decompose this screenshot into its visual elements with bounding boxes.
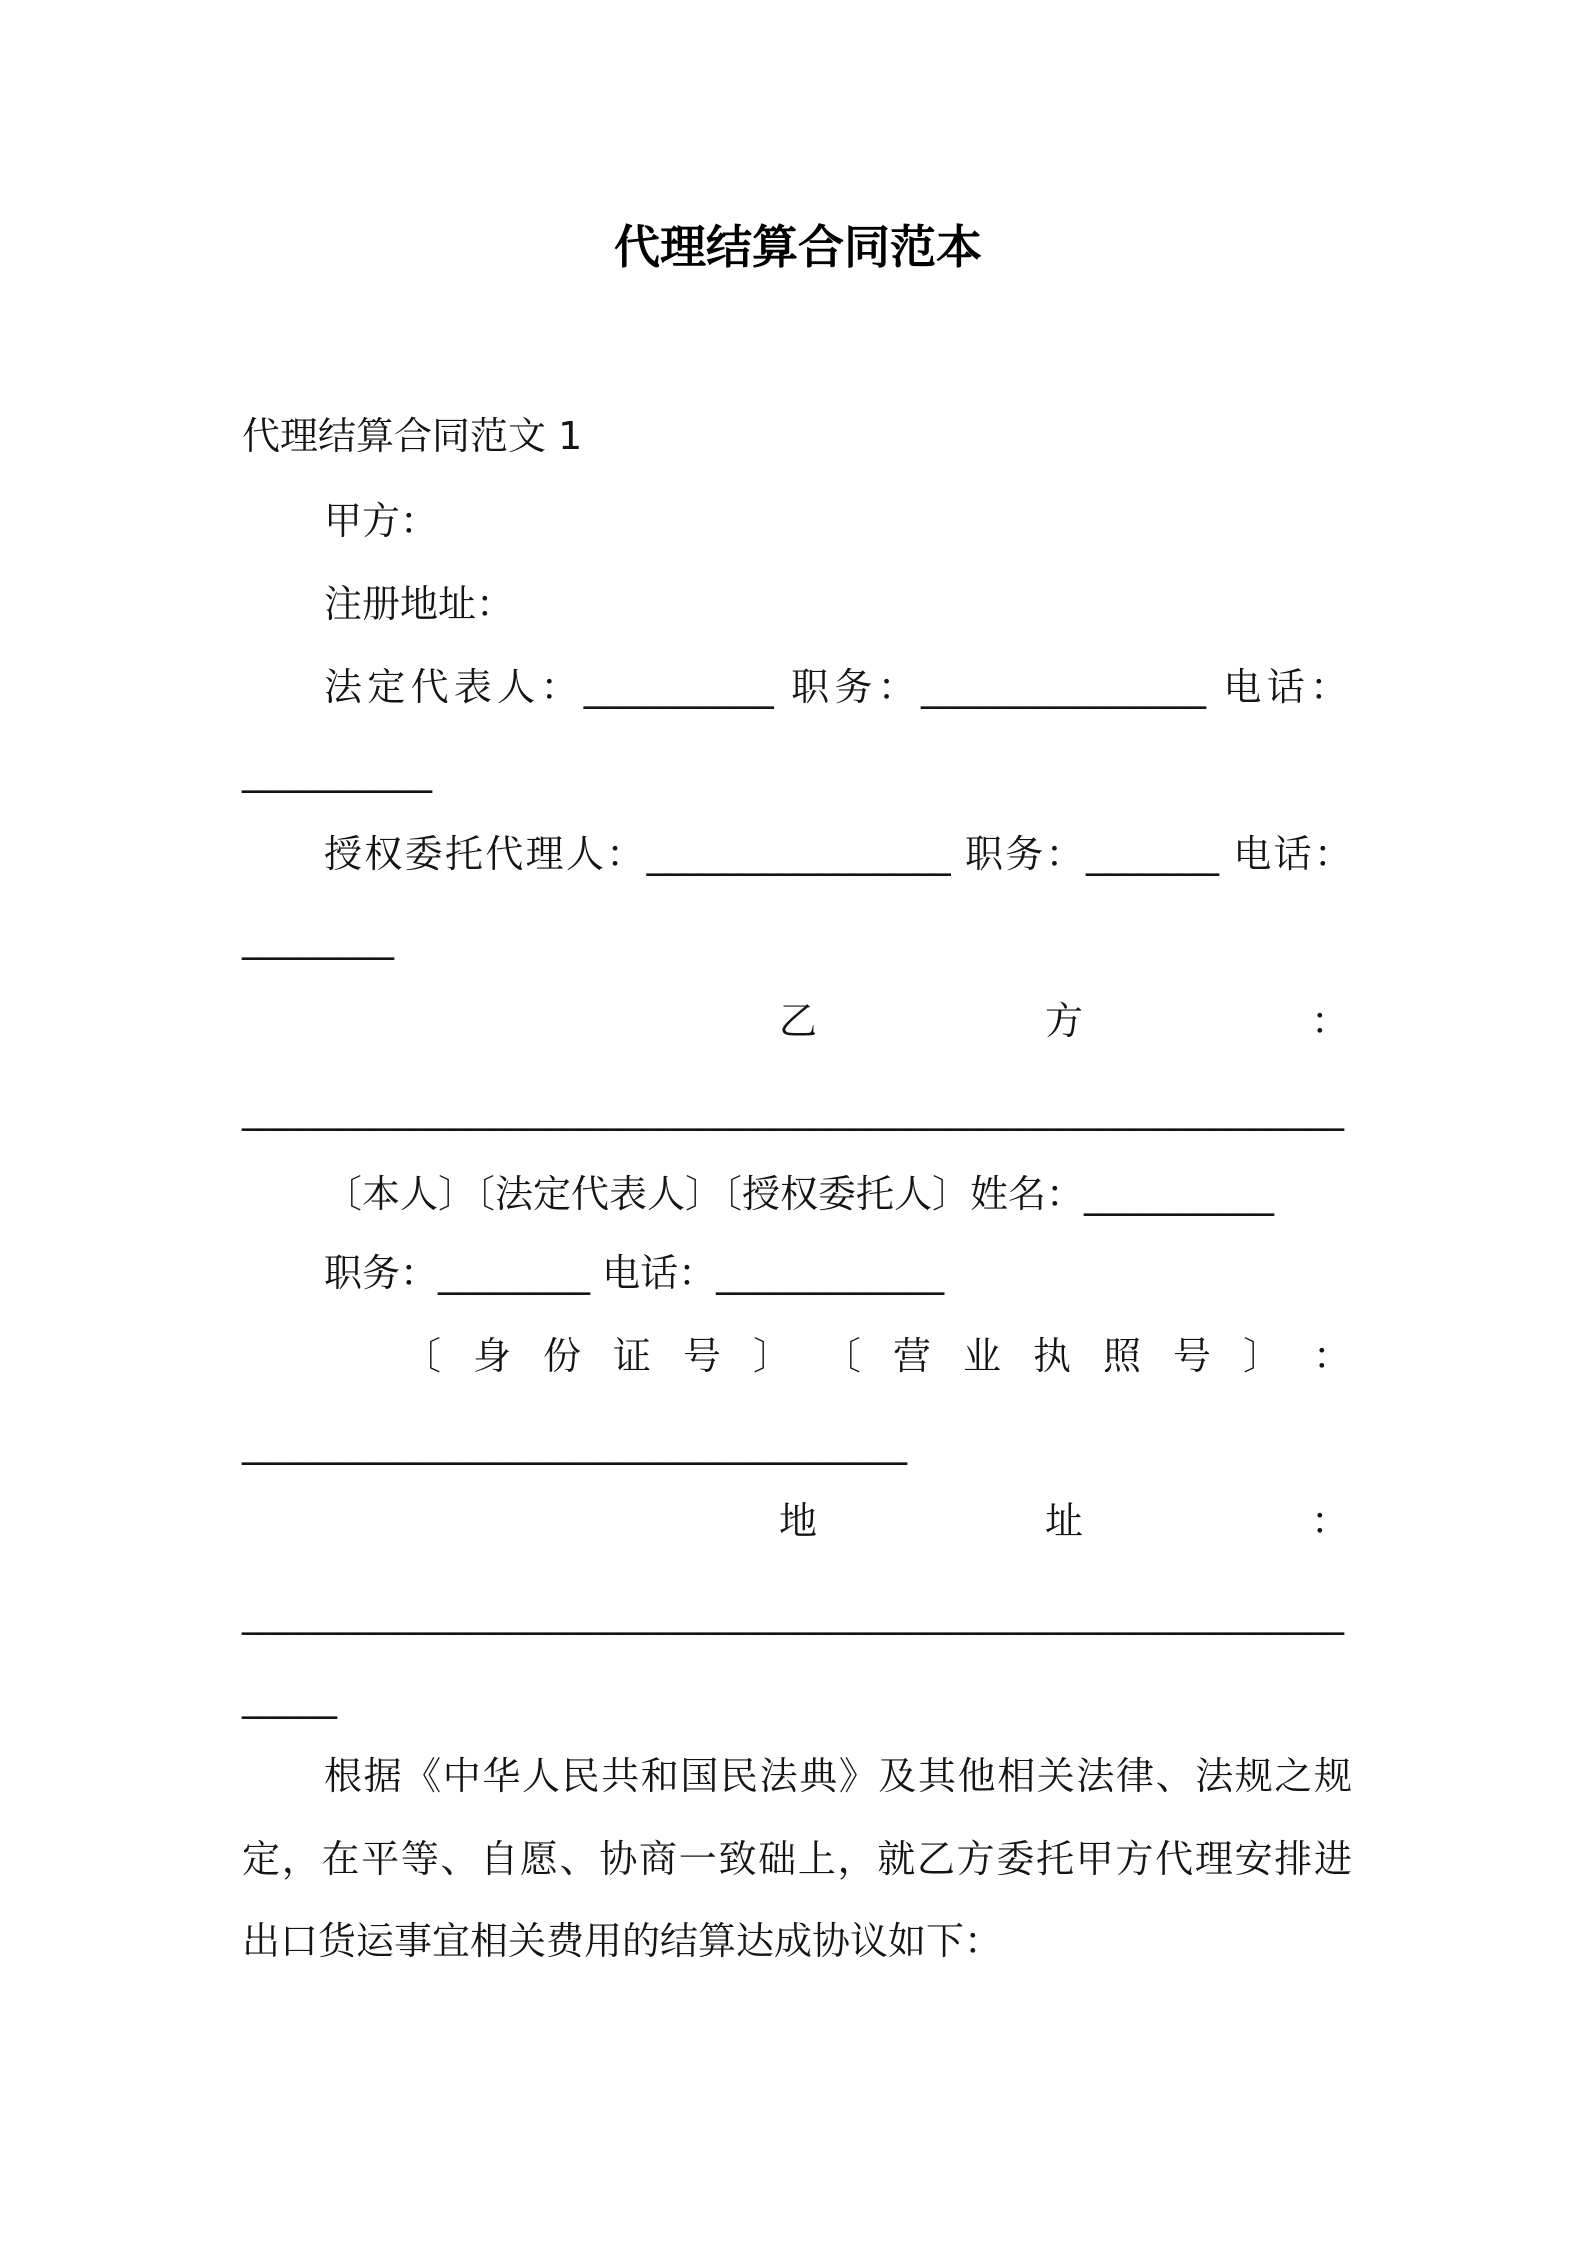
party-a-agent-phone-blank: ________ [242,916,394,960]
spaced-char: ： [1311,1499,1350,1543]
spaced-char: 〕 [1243,1334,1282,1378]
doc-title: 代理结算合同范本 [614,220,982,274]
party-b-label-blank: __________________________________________________________ [242,1087,1344,1131]
party-a-address-label: 注册地址： [324,582,515,626]
party-b-address-blank-cont: _____ [242,1675,337,1719]
party-b-name-line: 〔本人〕〔法定代表人〕〔授权委托人〕姓名：__________ [324,1172,1275,1216]
spaced-char: 号 [1173,1334,1212,1378]
party-a-label: 甲方： [324,499,439,543]
spaced-char: 乙 [779,999,818,1043]
preamble-line: 根据《中华人民共和国民法典》及其他相关法律、法规之规 [324,1754,1352,1798]
party-b-address-label [779,1499,1350,1543]
spaced-char: 〔 [823,1334,862,1378]
spaced-char: 身 [473,1334,512,1378]
spaced-char: 址 [1045,1499,1084,1543]
spaced-char: ： [1313,1334,1352,1378]
spaced-char: 〔 [403,1334,442,1378]
party-b-address-blank: __________________________________________________________ [242,1591,1344,1635]
party-b-label [779,999,1350,1043]
party-b-position-line: 职务：________ 电话：____________ [324,1251,945,1295]
spaced-char: 营 [893,1334,932,1378]
spaced-char: 方 [1045,999,1084,1043]
doc-subtitle: 代理结算合同范文 1 [242,414,583,458]
preamble-line: 定，在平等、自愿、协商一致础上，就乙方委托甲方代理安排进 [242,1837,1352,1881]
spaced-char: 号 [683,1334,722,1378]
spaced-char: 证 [613,1334,652,1378]
party-b-id-label [403,1334,1352,1378]
party-a-agent-line: 授权委托代理人：________________ 职务：_______ 电话： [324,832,1352,876]
party-b-id-blank: ___________________________________ [242,1421,907,1465]
spaced-char: 份 [543,1334,582,1378]
party-a-legal-rep-line: 法定代表人：__________ 职务：_______________ 电话： [324,665,1348,709]
party-a-legal-rep-phone-blank: __________ [242,749,432,793]
spaced-char: 〕 [753,1334,792,1378]
spaced-char: 地 [779,1499,818,1543]
spaced-char: 执 [1033,1334,1072,1378]
preamble-line: 出口货运事宜相关费用的结算达成协议如下： [242,1919,1003,1963]
spaced-char: ： [1311,999,1350,1043]
spaced-char: 照 [1103,1334,1142,1378]
spaced-char: 业 [963,1334,1002,1378]
